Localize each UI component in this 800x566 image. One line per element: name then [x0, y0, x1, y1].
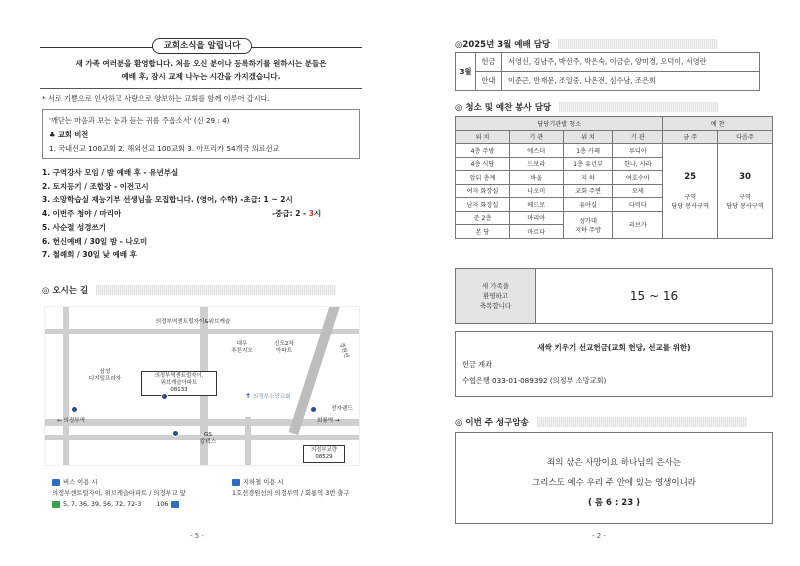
note-text: * 서로 기쁨으로 인사하고 사랑으로 양보하는 교회를 함께 이루어 갑시다. — [42, 94, 270, 103]
table-cell: 1층 카페 — [563, 144, 613, 158]
table-cell: 바울 — [509, 171, 563, 185]
names-cell: 서영신, 김남주, 박선주, 박은숙, 이금순, 양미경, 오덕이, 서영란 — [502, 53, 760, 72]
table-cell: 여자 화장실 — [456, 184, 510, 198]
heading-bar — [558, 39, 718, 49]
table-cell: 마리아 — [509, 211, 563, 225]
table-cell: 리브가 — [613, 211, 663, 238]
railway — [289, 306, 342, 435]
memory-line: 죄의 삯은 사망이요 하나님의 은사는 — [547, 458, 681, 468]
left-road — [63, 307, 69, 466]
subway-text: 1호선경원선의 의정부역 / 회룡역 3번 출구 — [232, 490, 350, 497]
bus-stop-marker — [71, 406, 78, 413]
list-item: 7. 철례회 / 30일 낮 예배 후 — [42, 250, 137, 260]
list-item: 6. 헌신예배 / 30일 밤 - 나오미 — [42, 236, 148, 246]
news-title: 교회소식을 알립니다 — [152, 38, 252, 54]
table-row — [456, 72, 760, 91]
blue-bus-icon — [171, 501, 179, 508]
service-table — [455, 116, 773, 239]
map-gs: GS 칼텍스 — [199, 432, 217, 445]
welcome-line: 새 가족 여러분을 환영합니다. 처음 오신 분이나 등록하기를 원하시는 분들은 — [75, 59, 327, 68]
memory-heading — [455, 416, 747, 428]
table-row — [456, 144, 773, 158]
map-jeonja: 전자랜드 — [331, 406, 353, 412]
service-group-header: 담당기관별 청소 — [456, 117, 663, 131]
offering-title: 새싹 키우기 선교헌금(교회 헌당, 선교를 위한) — [537, 343, 691, 352]
offer-group-header: 예 찬 — [663, 117, 773, 131]
role-cell: 안내 — [476, 72, 502, 91]
heading-bar — [559, 102, 719, 112]
bus-stop-marker — [161, 393, 168, 400]
service-heading — [455, 101, 719, 113]
newcomer-box — [455, 268, 773, 324]
map-left-station: ← 의정부역 — [57, 418, 86, 424]
divider — [40, 88, 362, 89]
column-header: 위 치 — [456, 130, 510, 144]
table-row — [456, 130, 773, 144]
verse-box — [42, 109, 360, 159]
map-shindo: 신도2차 아파트 — [274, 341, 294, 354]
church-icon: ✝ — [245, 392, 252, 400]
offer-this-num: 25 — [684, 171, 697, 182]
table-cell: 교회 주변 — [563, 184, 613, 198]
table-cell: 에스더 — [509, 144, 563, 158]
list-item: 5. 사순절 성경쓰기 — [42, 222, 107, 232]
map-school-box: 의정부교량 08529 — [303, 445, 345, 463]
table-cell: 베드로 — [509, 198, 563, 212]
list-item: 2. 토지등기 / 조합장 - 이전고시 — [42, 181, 149, 191]
service-title: ◎ 청소 및 예찬 봉사 담당 — [455, 103, 552, 113]
bus-stop-marker — [310, 406, 317, 413]
table-cell: 마르다 — [509, 225, 563, 239]
table-cell: 남자 화장실 — [456, 198, 510, 212]
newcomer-range: 15 ~ 16 — [629, 289, 679, 303]
table-cell: 드보라 — [509, 157, 563, 171]
newcomer-label: 새 가족을 환영하고 축복합니다 — [456, 269, 536, 323]
memory-title: ◎ 이번 주 성구암송 — [455, 418, 529, 428]
directions-title: ◎ 오시는 길 — [42, 286, 89, 296]
table-cell: 앞뒤 층계 — [456, 171, 510, 185]
memory-reference: ( 롬 6 : 23 ) — [588, 498, 640, 508]
list-item: 1. 구역강사 모임 / 밤 예배 후 - 유년부실 — [42, 168, 179, 177]
map-right-station: 회룡역 → — [317, 418, 340, 424]
bus-icon — [52, 479, 60, 486]
worship-table — [455, 52, 760, 91]
heading-bar — [537, 417, 747, 427]
list-item: 3. 소망학습실 재능기부 선생님을 모집합니다. (영어, 수학) -초급: 1 ~ 2시 — [42, 195, 293, 205]
column-header: 기 관 — [509, 130, 563, 144]
memory-verse-box — [455, 432, 773, 524]
offering-account-label: 헌금 계좌 — [462, 360, 493, 369]
verse-text: '깨닫는 마음과 보는 눈과 듣는 귀를 주옵소서' (신 29 : 4) — [49, 116, 230, 125]
page-number: - 5 - — [190, 532, 204, 540]
role-cell: 헌금 — [476, 53, 502, 72]
map-apartment-box: 의정부역센트럴자이. 위브캐슬아파트 08133 — [141, 371, 217, 396]
table-cell: 모세 — [613, 184, 663, 198]
worship-heading — [455, 38, 718, 50]
location-map — [44, 306, 360, 466]
green-bus-icon — [52, 501, 60, 508]
page-number: - 2 - — [592, 532, 606, 540]
subway-info: 지하철 이용 시 1호선경원선의 의정부역 / 회룡역 3번 출구 — [232, 479, 350, 497]
offer-this-label: 구역 담당 봉사구역 — [671, 193, 710, 210]
welcome-line: 예배 후, 잠시 교제 나누는 시간을 가지겠습니다. — [121, 72, 281, 81]
heading-bar — [96, 285, 336, 295]
map-church: ✝ 의정부소망교회 — [245, 392, 291, 400]
table-cell: 본 당 — [456, 225, 510, 239]
table-cell: 루디아 — [613, 144, 663, 158]
names-cell: 이준근, 반재문, 조일중, 나온전, 심수남, 조은희 — [502, 72, 760, 91]
list-item-extra: -중급: 2 - 3시 — [272, 209, 322, 219]
table-cell: 준 2층 — [456, 211, 510, 225]
column-header: 금 주 — [663, 130, 718, 144]
vision-text: 1. 국내선교 100교회 2. 해외선교 100교회 3. 아프리카 54개국 의료선교 — [49, 144, 280, 153]
offer-next-num: 30 — [739, 171, 751, 182]
map-rail-label: 경원선 — [337, 341, 350, 359]
lower-road — [245, 417, 251, 466]
news-list — [42, 166, 362, 262]
table-row — [456, 117, 773, 131]
table-cell: 유아실 — [563, 198, 613, 212]
offer-this-week — [663, 144, 718, 239]
bus-info: 버스 이용 시 의정부센트럴자이, 위브캐슬아파트 / 의정부교 앞 5, 7, 36, 39, 56, 72, 72-3 106 — [52, 479, 186, 508]
column-header: 다음주 — [718, 130, 773, 144]
table-cell: 한나, 사라 — [613, 157, 663, 171]
table-cell: 성가대 지하 주방 — [563, 211, 613, 238]
table-cell: 다비다 — [613, 198, 663, 212]
table-row — [456, 53, 760, 72]
offer-next-week — [718, 144, 773, 239]
welcome-text — [40, 57, 362, 83]
offer-next-label: 구역 담당 봉사구역 — [726, 193, 764, 210]
offering-box — [455, 331, 773, 397]
table-cell: 지 하 — [563, 171, 613, 185]
map-top-building: 의정부역센트럴자이&위브캐슬 — [155, 319, 231, 325]
memory-line: 그리스도 예수 우리 주 안에 있는 영생이니라 — [531, 478, 696, 488]
worship-title: ◎2025년 3월 예배 담당 — [455, 40, 551, 50]
blue-bus-number: 106 — [156, 501, 169, 508]
month-cell: 3월 — [456, 53, 476, 91]
table-cell: 여호수아 — [613, 171, 663, 185]
table-cell: 1층 유년부 — [563, 157, 613, 171]
map-daewoo: 대우 푸른지오 — [231, 341, 253, 354]
directions-heading — [42, 284, 336, 296]
table-cell: 4층 식당 — [456, 157, 510, 171]
subway-icon — [232, 479, 240, 486]
bus-stop-marker — [172, 430, 179, 437]
table-cell: 4층 주방 — [456, 144, 510, 158]
offering-account: 수협은행 033-01-089392 (의정부 소망교회) — [462, 376, 607, 385]
list-item: 4. 이번주 청야 / 마리아 -중급: 2 - 3시 — [42, 207, 362, 221]
vision-title: ♣ 교회 비전 — [49, 130, 89, 139]
column-header: 위 치 — [563, 130, 613, 144]
table-cell: 나오미 — [509, 184, 563, 198]
bus-stop-text: 의정부센트럴자이, 위브캐슬아파트 / 의정부교 앞 — [52, 490, 186, 497]
column-header: 기 관 — [613, 130, 663, 144]
map-samsung: 삼성 디지털프라자 — [88, 369, 122, 382]
bus-numbers: 5, 7, 36, 39, 56, 72, 72-3 — [63, 501, 142, 508]
